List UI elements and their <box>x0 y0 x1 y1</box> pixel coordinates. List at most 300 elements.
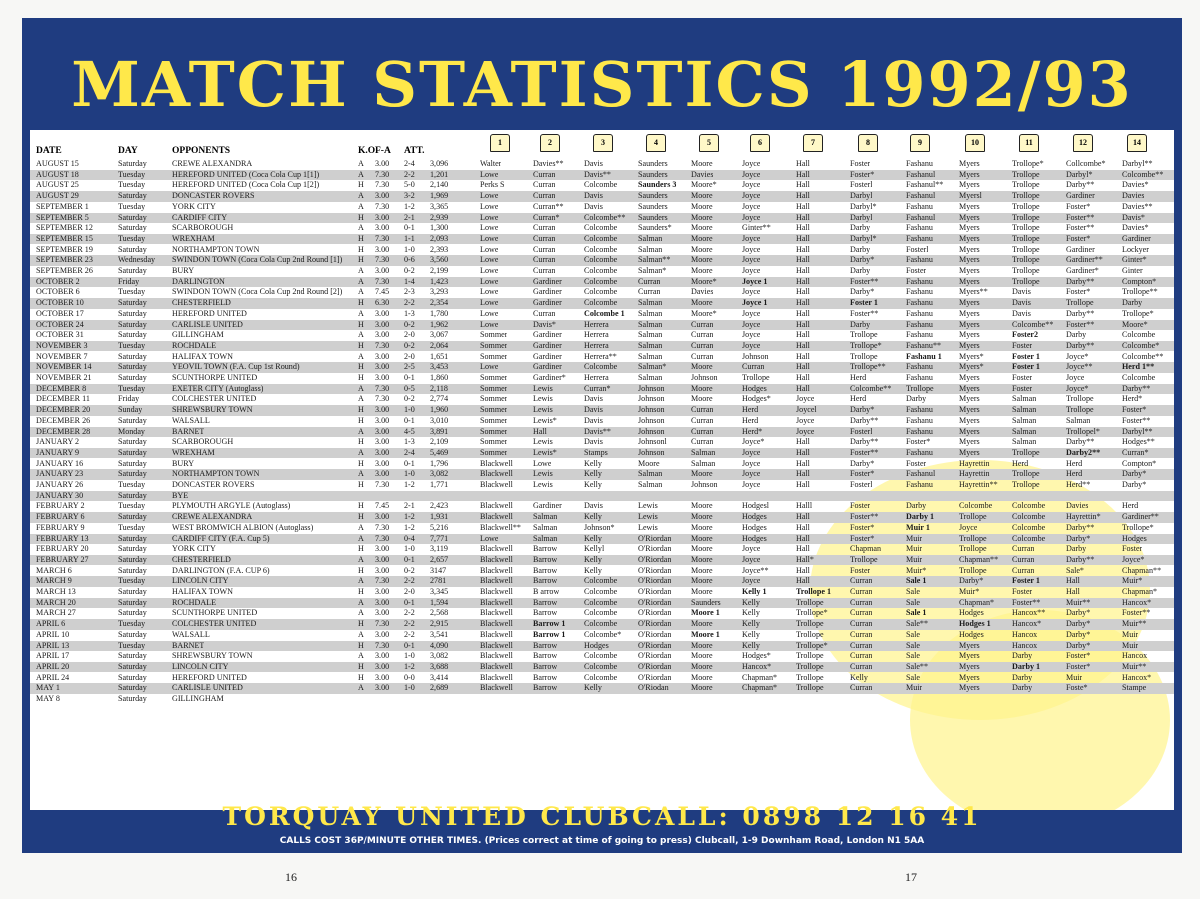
date-cell: AUGUST 15 <box>36 159 79 168</box>
venue-cell: A <box>358 330 364 340</box>
player-13-cell: Hancox <box>1122 651 1148 661</box>
opponent-cell: BARNET <box>172 640 205 650</box>
kickoff-cell: 3.00 <box>375 191 390 201</box>
player-8-cell: Curran <box>850 640 873 650</box>
player-11-cell: Curran <box>1012 565 1035 575</box>
kickoff-cell: 3.00 <box>375 426 390 436</box>
day-cell: Tuesday <box>118 340 146 350</box>
table-row <box>30 341 1174 352</box>
player-2-cell: Curran <box>533 255 556 265</box>
player-8-cell: Curran <box>850 587 873 596</box>
player-2-cell: Barrow <box>533 661 558 671</box>
player-11-cell: Curran <box>1012 554 1035 564</box>
player-4-cell: Saunders <box>638 191 668 201</box>
player-10-cell: Myers <box>959 276 980 286</box>
player-5-cell: Moore <box>691 554 713 564</box>
opponent-cell: SWINDON TOWN (Coca Cola Cup 2nd Round [2]) <box>172 287 343 297</box>
opponent-cell: HALIFAX TOWN <box>172 351 233 361</box>
player-4-cell: Saunders <box>638 201 668 211</box>
player-10-cell: Myers <box>959 180 980 190</box>
player-13-cell: Darbyl** <box>1122 159 1153 168</box>
player-13-cell: Hodges** <box>1122 437 1155 447</box>
attendance-cell: 3,414 <box>430 672 449 682</box>
player-10-cell: Muir* <box>959 587 980 596</box>
player-7-cell: Hall* <box>796 554 814 564</box>
player-12-cell: Darby* <box>1066 629 1091 639</box>
player-1-cell: Lowe <box>480 191 499 201</box>
attendance-cell: 3,082 <box>430 469 449 479</box>
kickoff-cell: 3.00 <box>375 159 390 168</box>
player-1-cell: Lowe <box>480 223 499 233</box>
player-13-cell: Colcombe <box>1122 330 1156 340</box>
player-13-cell: Herd <box>1122 501 1139 511</box>
date-cell: SEPTEMBER 5 <box>36 212 89 222</box>
day-cell: Saturday <box>118 447 147 457</box>
player-8-cell: Fosterl <box>850 480 873 489</box>
header-opponent: OPPONENTS <box>172 146 231 156</box>
player-3-cell: Colcombe <box>584 298 618 308</box>
player-1-cell: Lowe <box>480 298 499 308</box>
player-2-cell: Curran <box>533 191 556 201</box>
venue-cell: H <box>358 640 364 650</box>
player-5-cell: Moore <box>691 362 713 372</box>
header-score: ATT. <box>404 146 425 156</box>
player-2-cell: Curran <box>533 180 556 190</box>
player-13-cell: Colcombe* <box>1122 340 1160 350</box>
player-10-cell: Myers <box>959 437 980 447</box>
player-9-cell: Muir 1 <box>906 522 930 532</box>
player-6-cell: Hancox* <box>742 661 772 671</box>
player-4-cell: Saunders <box>638 159 668 168</box>
player-4-cell: Salman <box>638 308 663 318</box>
day-cell: Saturday <box>118 554 147 564</box>
opponent-cell: GILLINGHAM <box>172 330 224 340</box>
player-6-cell: Joyce <box>742 169 761 179</box>
venue-cell: A <box>358 576 364 586</box>
player-13-cell: Ginter* <box>1122 255 1147 265</box>
player-7-cell: Hall <box>796 212 810 222</box>
opponent-cell: WALSALL <box>172 415 210 425</box>
player-2-cell: Barrow 1 <box>533 619 566 629</box>
player-13-cell: Moore* <box>1122 319 1148 329</box>
player-10-cell: Myers <box>959 201 980 211</box>
attendance-cell: 2,140 <box>430 180 449 190</box>
player-11-cell: Foster <box>1012 340 1033 350</box>
attendance-cell: 1,201 <box>430 169 449 179</box>
score-cell: 0-4 <box>404 533 415 543</box>
player-9-cell: Fashanu <box>906 159 933 168</box>
player-11-cell: Foster2 <box>1012 330 1039 340</box>
player-3-cell: Colcombe <box>584 287 618 297</box>
kickoff-cell: 7.30 <box>375 576 390 586</box>
player-5-cell: Curran <box>691 415 714 425</box>
day-cell: Saturday <box>118 597 147 607</box>
player-10-cell: Hayrettin** <box>959 480 998 489</box>
venue-cell: H <box>358 415 364 425</box>
player-2-cell: Lowe <box>533 458 552 468</box>
player-7-cell: Hall <box>796 512 810 522</box>
player-13-cell: Gardiner** <box>1122 512 1159 522</box>
player-4-cell: Saunders <box>638 212 668 222</box>
player-10-cell: Myers <box>959 244 980 254</box>
player-12-cell: Hayrettin* <box>1066 512 1101 522</box>
player-2-cell: Salman <box>533 522 558 532</box>
player-6-cell: Joyce <box>742 319 761 329</box>
player-8-cell: Fosterl <box>850 426 873 436</box>
player-9-cell: Fashanu <box>906 405 933 415</box>
player-13-cell: Joyce* <box>1122 554 1145 564</box>
player-2-cell: Curran <box>533 223 556 233</box>
player-3-cell: Kelly <box>584 533 602 543</box>
score-cell: 2-2 <box>404 298 415 308</box>
player-6-cell: Joyce <box>742 308 761 318</box>
player-8-cell: Curran <box>850 608 873 618</box>
opponent-cell: CHESTERFIELD <box>172 298 231 308</box>
player-11-cell: Trollope <box>1012 480 1040 489</box>
player-2-cell: Curran <box>533 233 556 243</box>
player-12-cell: Herd <box>1066 458 1083 468</box>
player-8-cell: Darby* <box>850 287 875 297</box>
player-2-cell: Gardiner <box>533 276 562 286</box>
player-5-cell: Curran <box>691 426 714 436</box>
player-12-cell: Joyce <box>1066 373 1085 382</box>
player-1-cell: Blackwell <box>480 576 513 586</box>
player-12-cell: Darby** <box>1066 437 1095 447</box>
player-11-cell: Colcombe <box>1012 522 1046 532</box>
day-cell: Friday <box>118 276 140 286</box>
score-cell: 0-2 <box>404 340 415 350</box>
venue-cell: A <box>358 266 364 275</box>
attendance-cell: 3,345 <box>430 587 449 596</box>
date-cell: AUGUST 29 <box>36 191 79 201</box>
player-7-cell: Hall <box>796 255 810 265</box>
attendance-cell: 2,689 <box>430 683 449 693</box>
clubcall-banner: TORQUAY UNITED CLUBCALL: 0898 12 16 41 <box>222 802 982 831</box>
attendance-cell: 2,939 <box>430 212 449 222</box>
attendance-cell: 1,651 <box>430 351 449 361</box>
player-11-cell: Salman <box>1012 426 1037 436</box>
score-cell: 2-5 <box>404 362 415 372</box>
venue-cell: H <box>358 340 364 350</box>
player-10-cell: Hodges <box>959 629 984 639</box>
player-4-cell: Salman* <box>638 362 667 372</box>
player-8-cell: Herd <box>850 394 867 404</box>
date-cell: APRIL 6 <box>36 619 66 629</box>
player-8-cell: Foster** <box>850 308 879 318</box>
kickoff-cell: 3.00 <box>375 212 390 222</box>
player-13-cell: Gardiner <box>1122 233 1151 243</box>
table-row <box>30 534 1174 545</box>
attendance-cell: 1,969 <box>430 191 449 201</box>
player-6-cell: Hodges <box>742 512 767 522</box>
date-cell: JANUARY 16 <box>36 458 84 468</box>
player-7-cell: Hall <box>796 223 810 233</box>
player-2-cell: Barrow <box>533 554 558 564</box>
opponent-cell: YEOVIL TOWN (F.A. Cup 1st Round) <box>172 362 300 372</box>
table-row <box>30 480 1174 491</box>
venue-cell: H <box>358 512 364 522</box>
player-10-cell: Myers <box>959 651 980 661</box>
table-row <box>30 159 1174 170</box>
score-cell: 5-0 <box>404 180 415 190</box>
venue-cell: H <box>358 405 364 415</box>
player-1-cell: Sommer <box>480 447 508 457</box>
player-5-cell: Curran <box>691 330 714 340</box>
day-cell: Saturday <box>118 661 147 671</box>
score-cell: 0-1 <box>404 373 415 382</box>
score-cell: 0-2 <box>404 565 415 575</box>
date-cell: APRIL 24 <box>36 672 70 682</box>
player-7-cell: Hall <box>796 373 810 382</box>
player-3-cell: Colcombe <box>584 576 618 586</box>
player-4-cell: Saunders <box>638 169 668 179</box>
player-6-cell: Joyce <box>742 255 761 265</box>
player-9-cell: Sale** <box>906 619 929 629</box>
venue-cell: A <box>358 159 364 168</box>
player-6-cell: Hodges* <box>742 651 771 661</box>
player-5-cell: Moore <box>691 512 713 522</box>
player-1-cell: Blackwell <box>480 480 513 489</box>
player-6-cell: Joyce 1 <box>742 298 768 308</box>
player-9-cell: Sale <box>906 597 920 607</box>
player-11-cell: Salman <box>1012 415 1037 425</box>
player-10-cell: Myers <box>959 661 980 671</box>
opponent-cell: YORK CITY <box>172 201 216 211</box>
score-cell: 2-4 <box>404 159 415 168</box>
table-row <box>30 587 1174 598</box>
player-10-cell: Myers** <box>959 287 988 297</box>
player-13-cell: Hancox* <box>1122 672 1152 682</box>
player-7-cell: Trollope <box>796 651 824 661</box>
attendance-cell: 5,469 <box>430 447 449 457</box>
player-13-cell: Chapman** <box>1122 565 1162 575</box>
kickoff-cell: 3.00 <box>375 597 390 607</box>
player-13-cell: Muir <box>1122 640 1139 650</box>
player-13-cell: Foster <box>1122 544 1143 554</box>
score-cell: 0-1 <box>404 554 415 564</box>
table-row <box>30 619 1174 630</box>
player-5-cell: Curran <box>691 319 714 329</box>
attendance-cell: 2,064 <box>430 340 449 350</box>
player-9-cell: Fashanul <box>906 191 936 201</box>
player-6-cell: Joyce <box>742 233 761 243</box>
player-13-cell: Chapman* <box>1122 587 1158 596</box>
player-11-cell: Trollope <box>1012 180 1040 190</box>
player-12-cell: Davies <box>1066 501 1089 511</box>
player-2-cell: Curran <box>533 169 556 179</box>
player-11-cell: Davis <box>1012 287 1031 297</box>
player-12-cell: Foster* <box>1066 233 1091 243</box>
venue-cell: A <box>358 629 364 639</box>
player-8-cell: Curran <box>850 619 873 629</box>
kickoff-cell: 3.00 <box>375 319 390 329</box>
score-cell: 2-0 <box>404 330 415 340</box>
kickoff-cell: 7.30 <box>375 276 390 286</box>
kickoff-cell: 3.00 <box>375 447 390 457</box>
score-cell: 0-0 <box>404 672 415 682</box>
score-cell: 1-3 <box>404 308 415 318</box>
player-10-cell: Myers <box>959 394 980 404</box>
player-8-cell: Foster <box>850 159 871 168</box>
player-2-cell: Barrow <box>533 597 558 607</box>
player-8-cell: Foster** <box>850 447 879 457</box>
player-3-cell: Davis <box>584 159 603 168</box>
player-4-cell: Salman <box>638 480 663 489</box>
player-9-cell: Fashanul <box>906 212 936 222</box>
player-9-cell: Foster <box>906 458 927 468</box>
player-9-cell: Fashanu <box>906 480 933 489</box>
player-12-cell: Trollope <box>1066 394 1094 404</box>
player-12-cell: Herd** <box>1066 480 1091 489</box>
player-10-cell: Hayrettin <box>959 458 990 468</box>
player-6-cell: Joyce <box>742 480 761 489</box>
attendance-cell: 1,594 <box>430 597 449 607</box>
player-5-cell: Moore <box>691 255 713 265</box>
day-cell: Tuesday <box>118 383 146 393</box>
player-7-cell: Hall <box>796 383 810 393</box>
date-cell: JANUARY 23 <box>36 469 84 479</box>
day-cell: Saturday <box>118 587 147 596</box>
player-9-cell: Fashanul <box>906 169 936 179</box>
kickoff-cell: 3.00 <box>375 330 390 340</box>
player-10-cell: Myers <box>959 683 980 693</box>
player-2-cell: Lewis <box>533 405 553 415</box>
player-7-cell: Trollope <box>796 597 824 607</box>
player-7-cell: Trollope <box>796 661 824 671</box>
day-cell: Saturday <box>118 351 147 361</box>
player-6-cell: Joyce <box>742 159 761 168</box>
page-frame <box>22 18 1182 853</box>
table-row <box>30 384 1174 395</box>
player-8-cell: Foster** <box>850 276 879 286</box>
player-3-cell: Colcombe <box>584 608 618 618</box>
player-5-cell: Moore 1 <box>691 629 720 639</box>
player-12-cell: Trollope <box>1066 298 1094 308</box>
player-11-cell: Trollope <box>1012 212 1040 222</box>
player-11-cell: Darby <box>1012 683 1033 693</box>
day-cell: Saturday <box>118 373 147 382</box>
player-3-cell: Colcombe <box>584 672 618 682</box>
date-cell: APRIL 10 <box>36 629 70 639</box>
score-cell: 1-3 <box>404 437 415 447</box>
player-7-cell: Hall <box>796 169 810 179</box>
attendance-cell: 1,300 <box>430 223 449 233</box>
score-cell: 0-1 <box>404 640 415 650</box>
player-12-cell: Foster* <box>1066 651 1091 661</box>
player-11-cell: Trollope <box>1012 244 1040 254</box>
kickoff-cell: 7.30 <box>375 522 390 532</box>
player-1-cell: Blackwell <box>480 640 513 650</box>
kickoff-cell: 3.00 <box>375 629 390 639</box>
player-2-cell: Barrow <box>533 576 558 586</box>
player-5-cell: Moore <box>691 522 713 532</box>
venue-cell: H <box>358 212 364 222</box>
table-row <box>30 180 1174 191</box>
date-cell: APRIL 17 <box>36 651 70 661</box>
table-row <box>30 170 1174 181</box>
opponent-cell: YORK CITY <box>172 544 216 554</box>
date-cell: FEBRUARY 6 <box>36 512 85 522</box>
player-11-cell: Colcombe <box>1012 533 1046 543</box>
player-2-cell: Curran <box>533 266 556 275</box>
date-cell: DECEMBER 11 <box>36 394 90 404</box>
player-4-cell: O'Riordan <box>638 587 672 596</box>
opponent-cell: PLYMOUTH ARGYLE (Autoglass) <box>172 501 291 511</box>
player-9-cell: Darby 1 <box>906 512 935 522</box>
score-cell: 0-1 <box>404 458 415 468</box>
table-row <box>30 373 1174 384</box>
player-3-cell: Kelly <box>584 458 602 468</box>
player-10-cell: Myers <box>959 447 980 457</box>
player-7-cell: Hall <box>796 287 810 297</box>
player-8-cell: Darby* <box>850 458 875 468</box>
shirt-number-icon: 5 <box>699 134 719 152</box>
player-2-cell: Davis* <box>533 319 556 329</box>
player-5-cell: Moore <box>691 651 713 661</box>
score-cell: 1-2 <box>404 512 415 522</box>
player-1-cell: Blackwell <box>480 512 513 522</box>
player-12-cell: Joyce* <box>1066 351 1089 361</box>
opponent-cell: CARLISLE UNITED <box>172 683 243 693</box>
venue-cell: A <box>358 426 364 436</box>
player-3-cell: Colcombe <box>584 266 618 275</box>
player-1-cell: Lowe <box>480 308 499 318</box>
player-9-cell: Darby <box>906 501 927 511</box>
player-6-cell: Trollope <box>742 373 770 382</box>
table-row <box>30 362 1174 373</box>
player-8-cell: Foster** <box>850 512 879 522</box>
score-cell: 1-2 <box>404 201 415 211</box>
player-2-cell: Gardiner <box>533 362 562 372</box>
opponent-cell: CARDIFF CITY (F.A. Cup 5) <box>172 533 270 543</box>
venue-cell: H <box>358 501 364 511</box>
player-9-cell: Fashanu 1 <box>906 351 942 361</box>
attendance-cell: 2,109 <box>430 437 449 447</box>
player-1-cell: Sommer <box>480 405 508 415</box>
player-9-cell: Fashanu <box>906 298 933 308</box>
day-cell: Saturday <box>118 159 147 168</box>
player-8-cell: Darbyl* <box>850 201 877 211</box>
player-7-cell: Hall <box>796 201 810 211</box>
date-cell: APRIL 20 <box>36 661 70 671</box>
player-3-cell: Kelly <box>584 512 602 522</box>
player-5-cell: Moore <box>691 191 713 201</box>
day-cell: Tuesday <box>118 480 146 489</box>
player-4-cell: Saunders 3 <box>638 180 677 190</box>
venue-cell: H <box>358 244 364 254</box>
player-4-cell: O'Riordan <box>638 565 672 575</box>
header-date: DATE <box>36 146 62 156</box>
opponent-cell: NORTHAMPTON TOWN <box>172 244 260 254</box>
venue-cell: H <box>358 619 364 629</box>
venue-cell: H <box>358 661 364 671</box>
attendance-cell: 1,780 <box>430 308 449 318</box>
player-3-cell: Stamps <box>584 447 608 457</box>
calls-note: CALLS COST 36P/MINUTE OTHER TIMES. (Prices correct at time of going to press) Clubcall, 1-9 Downham Road, London N1 5AA <box>279 836 925 846</box>
player-12-cell: Trollope <box>1066 405 1094 415</box>
venue-cell: H <box>358 298 364 308</box>
player-11-cell: Foster <box>1012 587 1033 596</box>
player-6-cell: Chapman* <box>742 672 778 682</box>
day-cell: Saturday <box>118 608 147 618</box>
player-7-cell: Joyce <box>796 426 815 436</box>
player-2-cell: Gardiner <box>533 340 562 350</box>
player-7-cell: Hall <box>796 298 810 308</box>
score-cell: 1-0 <box>404 651 415 661</box>
score-cell: 2-1 <box>404 212 415 222</box>
day-cell: Saturday <box>118 437 147 447</box>
shirt-number-icon: 4 <box>646 134 666 152</box>
